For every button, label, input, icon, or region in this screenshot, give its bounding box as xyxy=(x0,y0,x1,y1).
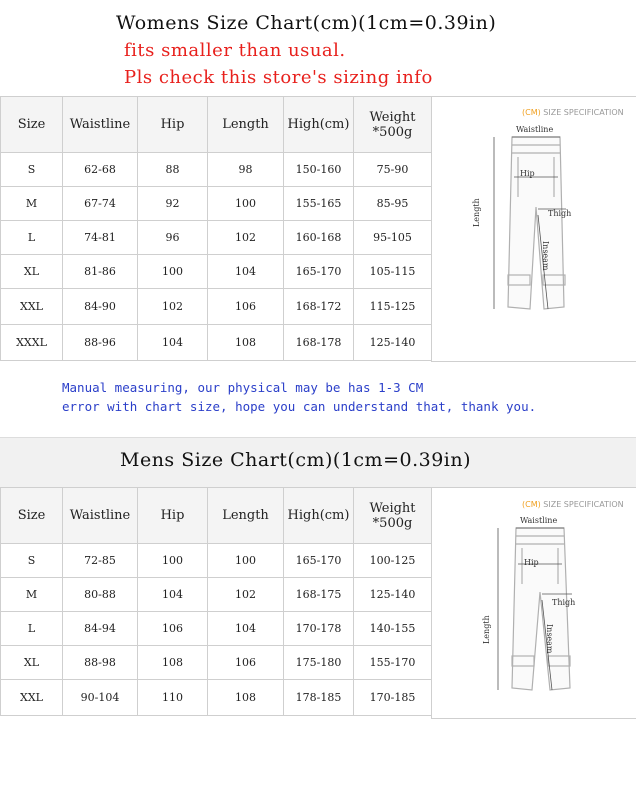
spec-heading: (CM) SIZE SPECIFICATION xyxy=(522,108,624,117)
spec-thigh-label: Thigh xyxy=(552,598,576,607)
header-height: High(cm) xyxy=(284,97,354,153)
hip-cell: 88 xyxy=(138,153,208,187)
table-header-row xyxy=(1,97,432,153)
disclaimer-line-2: error with chart size, hope you can understand that, thank you. xyxy=(62,399,537,414)
waistline-cell: 88-96 xyxy=(63,325,138,361)
height-cell: 155-165 xyxy=(284,187,354,221)
weight-cell: 125-140 xyxy=(354,325,432,361)
spec-thigh-label: Thigh xyxy=(548,209,572,218)
mens-title: Mens Size Chart(cm)(1cm=0.39in) xyxy=(120,449,472,471)
table-row xyxy=(1,153,432,187)
weight-cell: 115-125 xyxy=(354,289,432,325)
table-row xyxy=(1,680,432,716)
waistline-cell: 80-88 xyxy=(63,578,138,612)
height-cell: 178-185 xyxy=(284,680,354,716)
header-weight: Weight *500g xyxy=(354,97,432,153)
spec-length-label: Length xyxy=(472,198,481,227)
length-cell: 106 xyxy=(208,289,284,325)
length-cell: 104 xyxy=(208,612,284,646)
weight-cell: 125-140 xyxy=(354,578,432,612)
waistline-cell: 81-86 xyxy=(63,255,138,289)
header-size: Size xyxy=(1,488,63,544)
size-cell: XXXL xyxy=(1,325,63,361)
hip-cell: 106 xyxy=(138,612,208,646)
size-cell: M xyxy=(1,187,63,221)
hip-cell: 92 xyxy=(138,187,208,221)
weight-cell: 95-105 xyxy=(354,221,432,255)
table-row xyxy=(1,325,432,361)
weight-cell: 100-125 xyxy=(354,544,432,578)
hip-cell: 108 xyxy=(138,646,208,680)
spec-heading: (CM) SIZE SPECIFICATION xyxy=(522,500,624,509)
height-cell: 150-160 xyxy=(284,153,354,187)
table-row xyxy=(1,187,432,221)
spec-waistline-label: Waistline xyxy=(520,516,558,525)
header-hip: Hip xyxy=(138,488,208,544)
size-cell: XXL xyxy=(1,289,63,325)
womens-title: Womens Size Chart(cm)(1cm=0.39in) xyxy=(116,12,497,34)
waistline-cell: 84-94 xyxy=(63,612,138,646)
size-cell: XL xyxy=(1,646,63,680)
size-cell: S xyxy=(1,153,63,187)
hip-cell: 104 xyxy=(138,578,208,612)
waistline-cell: 90-104 xyxy=(63,680,138,716)
table-row xyxy=(1,544,432,578)
height-cell: 165-170 xyxy=(284,255,354,289)
waistline-cell: 74-81 xyxy=(63,221,138,255)
spec-inseam-label: Inseam xyxy=(541,241,550,271)
weight-cell: 140-155 xyxy=(354,612,432,646)
table-row xyxy=(1,646,432,680)
length-cell: 108 xyxy=(208,325,284,361)
height-cell: 160-168 xyxy=(284,221,354,255)
height-cell: 165-170 xyxy=(284,544,354,578)
size-cell: L xyxy=(1,612,63,646)
table-row xyxy=(1,221,432,255)
mens-size-table xyxy=(0,487,432,716)
disclaimer-line-1: Manual measuring, our physical may be has 1-3 CM xyxy=(62,380,424,395)
hip-cell: 96 xyxy=(138,221,208,255)
length-cell: 106 xyxy=(208,646,284,680)
length-cell: 100 xyxy=(208,187,284,221)
womens-note-sizing: Pls check this store's sizing info xyxy=(124,67,433,88)
hip-cell: 104 xyxy=(138,325,208,361)
height-cell: 175-180 xyxy=(284,646,354,680)
weight-cell: 105-115 xyxy=(354,255,432,289)
size-cell: M xyxy=(1,578,63,612)
size-cell: L xyxy=(1,221,63,255)
size-cell: XXL xyxy=(1,680,63,716)
size-cell: XL xyxy=(1,255,63,289)
header-height: High(cm) xyxy=(284,488,354,544)
header-length: Length xyxy=(208,97,284,153)
table-row xyxy=(1,612,432,646)
table-row xyxy=(1,255,432,289)
weight-cell: 155-170 xyxy=(354,646,432,680)
weight-cell: 85-95 xyxy=(354,187,432,221)
length-cell: 102 xyxy=(208,221,284,255)
header-hip: Hip xyxy=(138,97,208,153)
spec-length-label: Length xyxy=(482,615,491,644)
height-cell: 168-172 xyxy=(284,289,354,325)
header-length: Length xyxy=(208,488,284,544)
height-cell: 168-178 xyxy=(284,325,354,361)
waistline-cell: 72-85 xyxy=(63,544,138,578)
size-cell: S xyxy=(1,544,63,578)
hip-cell: 102 xyxy=(138,289,208,325)
mens-size-spec-panel xyxy=(431,487,636,719)
length-cell: 108 xyxy=(208,680,284,716)
header-size: Size xyxy=(1,97,63,153)
length-cell: 102 xyxy=(208,578,284,612)
waistline-cell: 67-74 xyxy=(63,187,138,221)
spec-hip-label: Hip xyxy=(524,558,539,567)
womens-size-table xyxy=(0,96,432,361)
hip-cell: 100 xyxy=(138,255,208,289)
table-row xyxy=(1,289,432,325)
waistline-cell: 62-68 xyxy=(63,153,138,187)
table-row xyxy=(1,578,432,612)
spec-hip-label: Hip xyxy=(520,169,535,178)
waistline-cell: 88-98 xyxy=(63,646,138,680)
weight-cell: 170-185 xyxy=(354,680,432,716)
spec-inseam-label: Inseam xyxy=(545,624,554,654)
header-waistline: Waistline xyxy=(63,488,138,544)
length-cell: 98 xyxy=(208,153,284,187)
spec-waistline-label: Waistline xyxy=(516,125,554,134)
table-header-row xyxy=(1,488,432,544)
hip-cell: 100 xyxy=(138,544,208,578)
length-cell: 100 xyxy=(208,544,284,578)
waistline-cell: 84-90 xyxy=(63,289,138,325)
pants-diagram-icon xyxy=(432,97,636,361)
womens-size-spec-panel xyxy=(431,96,636,362)
height-cell: 168-175 xyxy=(284,578,354,612)
header-weight: Weight *500g xyxy=(354,488,432,544)
womens-note-fit: fits smaller than usual. xyxy=(124,40,346,61)
length-cell: 104 xyxy=(208,255,284,289)
weight-cell: 75-90 xyxy=(354,153,432,187)
hip-cell: 110 xyxy=(138,680,208,716)
header-waistline: Waistline xyxy=(63,97,138,153)
height-cell: 170-178 xyxy=(284,612,354,646)
